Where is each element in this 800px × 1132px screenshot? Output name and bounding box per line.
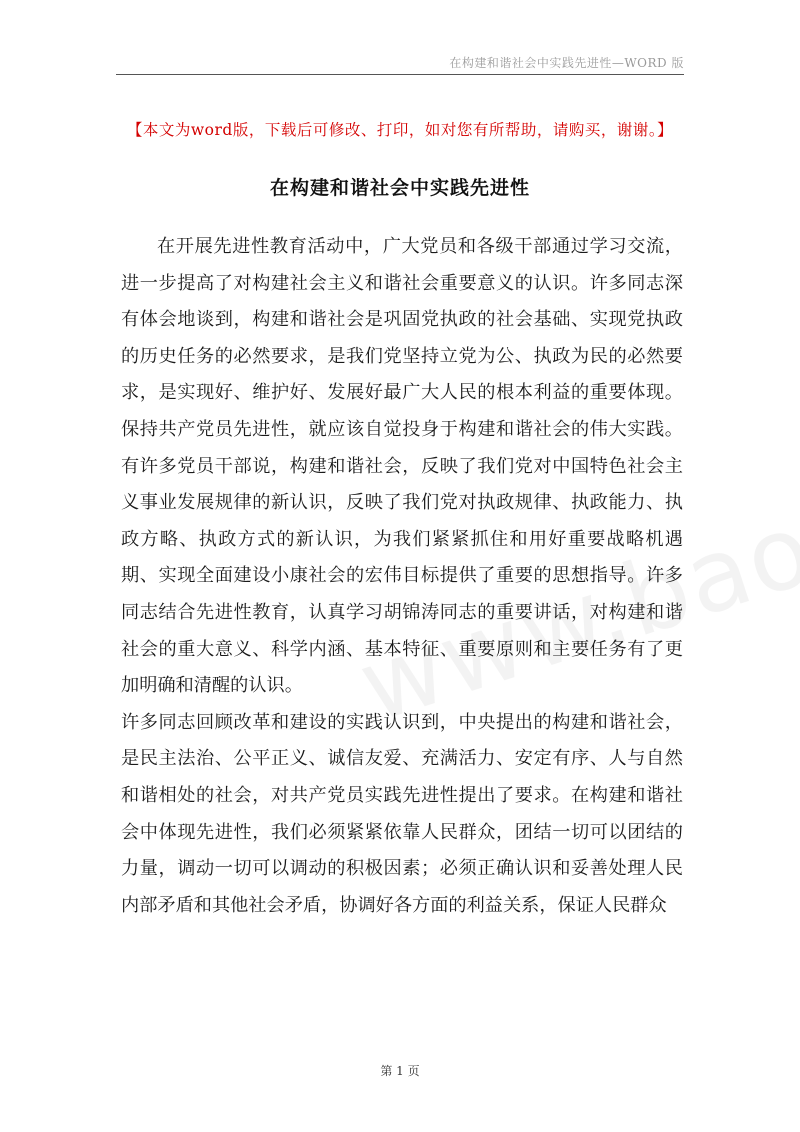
download-notice: 【本文为word版，下载后可修改、打印，如对您有所帮助，请购买，谢谢。】 (126, 121, 674, 139)
paragraph-1: 在开展先进性教育活动中，广大党员和各级干部通过学习交流，进一步提高了对构建社会主义和谐社会重要意义的认识。许多同志深有体会地谈到，构建和谐社会是巩固党执政的社会基础、实现党执政的历史任务的必然要求，是我们党坚持立党为公、执政为民的必然要求，是实现好、维护好、发展好最广大人民的根本利益的重要体现。保持共产党员先进性，就应该自觉投身于构建和谐社会的伟大实践。有许多党员干部说，构建和谐社会，反映了我们党对中国特色社会主义事业发展规律的新认识，反映了我们党对执政规律、执政能力、执政方略、执政方式的新认识，为我们紧紧抓住和用好重要战略机遇期、实现全面建设小康社会的宏伟目标提供了重要的思想指导。许多同志结合先进性教育，认真学习胡锦涛同志的重要讲话，对构建和谐社会的重大意义、科学内涵、基本特征、重要原则和主要任务有了更加明确和清醒的认识。 (121, 236, 683, 697)
document-body (121, 229, 683, 924)
paragraph-2: 许多同志回顾改革和建设的实践认识到，中央提出的构建和谐社会，是民主法治、公平正义、诚信友爱、充满活力、安定有序、人与自然和谐相处的社会，对共产党员实践先进性提出了要求。在构建和谐社会中体现先进性，我们必须紧紧依靠人民群众，团结一切可以团结的力量，调动一切可以调动的积极因素；必须正确认识和妥善处理人民内部矛盾和其他社会矛盾，协调好各方面的利益关系，保证人民群众 (121, 711, 683, 916)
header-divider (116, 74, 684, 75)
running-header: 在构建和谐社会中实践先进性—WORD 版 (449, 56, 684, 70)
page-number: 第 1 页 (380, 1064, 420, 1078)
document-title: 在构建和谐社会中实践先进性 (269, 177, 530, 199)
